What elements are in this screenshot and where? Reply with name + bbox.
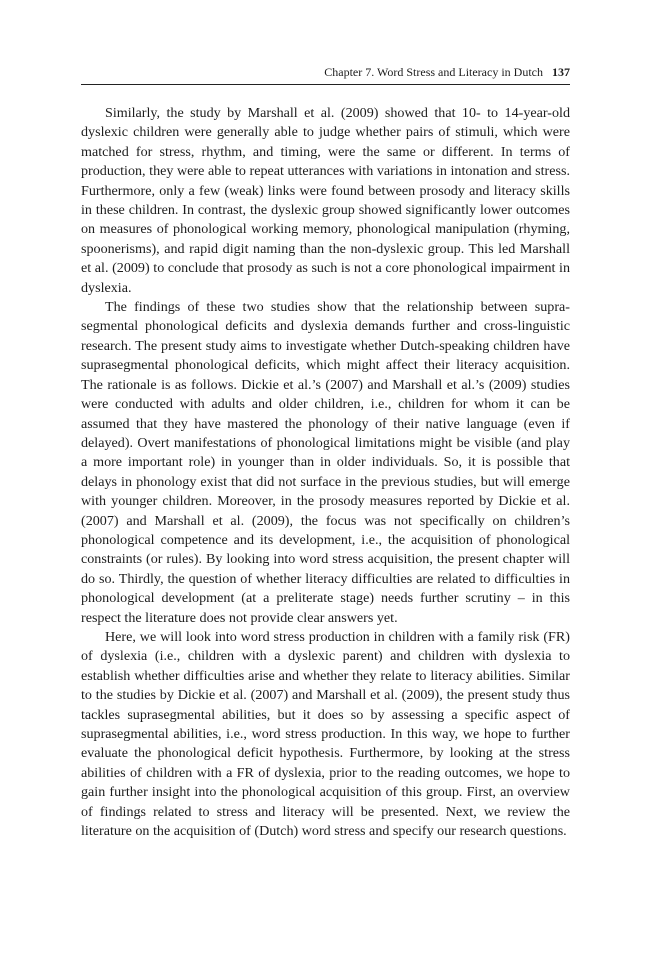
paragraph-2: The findings of these two studies show that the relationship between suprasegmental phonological deficits and dyslexia demands further and cross-linguistic research. The present study aims to investigate whether Dutch-speaking children have suprasegmental phonological deficits, which might affect their literacy acquisition. The rationale is as follows. Dickie et al.’s (2007) and Marshall et al.’s (2009) studies were conducted with adults and older children, i.e., children for whom it can be assumed that they have mastered the phonology of their native language (even if delayed). Overt manifestations of phonological limitations might be visible (and play a more important role) in younger than in older individuals. So, it is possible that delays in phonology exist that did not surface in the previous studies, but will emerge with younger children. Moreover, in the prosody measures reported by Dickie et al. (2007) and Marshall et al. (2009), the focus was not specifically on children’s phonological competence and its development, i.e., the acquisition of phonological constraints (or rules). By looking into word stress acquisition, the present chapter will do so. Thirdly, the question of whether literacy difficulties are related to difficulties in phonological development (at a preliterate stage) needs further scrutiny – in this respect the literature does not provide clear answers yet.: [81, 299, 570, 626]
body-text: [81, 104, 570, 841]
page-number: 137: [552, 65, 570, 79]
paragraph-3: Here, we will look into word stress production in children with a family risk (FR) of dyslexia (i.e., children with a dyslexic parent) and children with dyslexia to establish whether difficulties arise and whether they relate to literacy abilities. Similar to the studies by Dickie et al. (2007) and Marshall et al. (2009), the present study thus tackles suprasegmental abilities, but it does so by assessing a specific aspect of suprasegmental abilities, i.e., word stress production. In this way, we hope to further evaluate the phonological deficit hypothesis. Furthermore, by looking at the stress abilities of children with a FR of dyslexia, prior to the reading outcomes, we hope to gain further insight into the phonological acquisition of this group. First, an overview of findings related to stress and literacy will be presented. Next, we review the literature on the acquisition of (Dutch) word stress and specify our research questions.: [81, 628, 570, 840]
paragraph-1: Similarly, the study by Marshall et al. (2009) showed that 10- to 14-year-old dyslexic children were generally able to judge whether pairs of stimuli, which were matched for stress, rhythm, and timing, were the same or different. In terms of production, they were able to repeat utterances with variations in intonation and stress. Furthermore, only a few (weak) links were found between prosody and literacy skills in these children. In contrast, the dyslexic group showed significantly lower outcomes on measures of phonological working memory, phonological manipulation (rhyming, spoonerisms), and rapid digit naming than the non-dyslexic group. This led Marshall et al. (2009) to conclude that prosody as such is not a core phonological impairment in dyslexia.: [81, 105, 570, 296]
running-header: [81, 64, 570, 85]
chapter-title: Chapter 7. Word Stress and Literacy in Dutch: [324, 65, 543, 79]
